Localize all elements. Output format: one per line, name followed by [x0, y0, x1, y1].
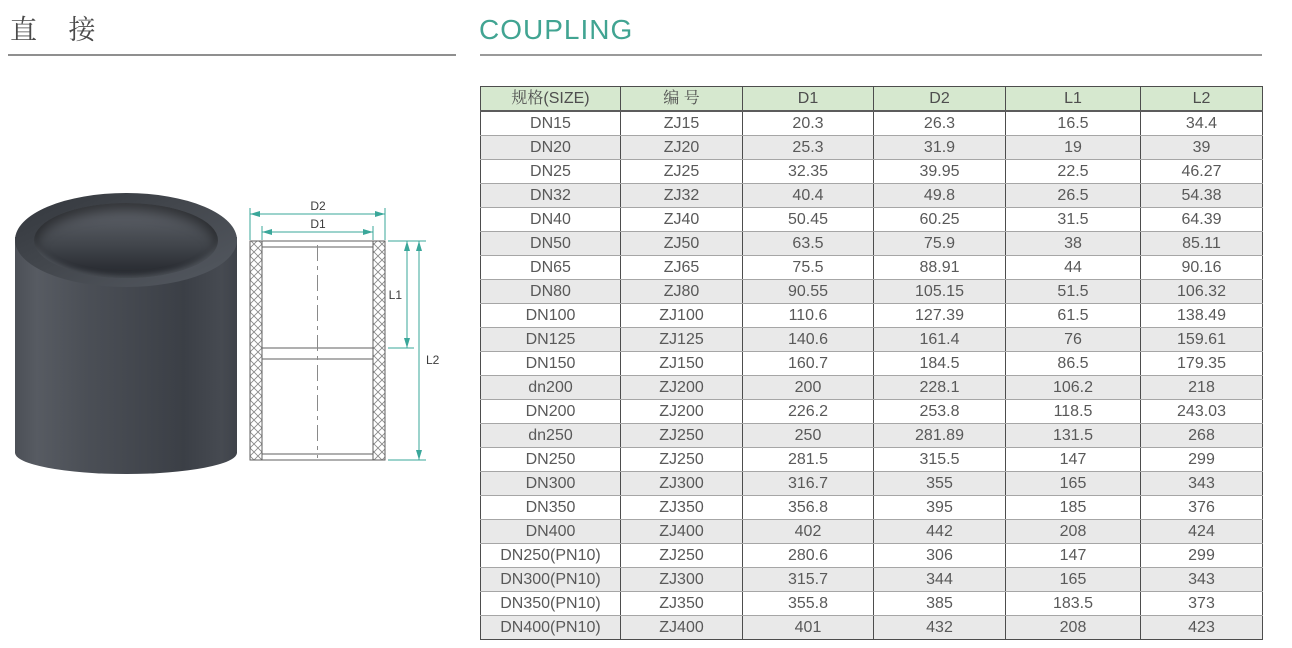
- table-cell: ZJ300: [621, 472, 743, 496]
- table-cell: 424: [1141, 520, 1263, 544]
- table-cell: ZJ80: [621, 280, 743, 304]
- table-cell: 179.35: [1141, 352, 1263, 376]
- table-cell: 401: [743, 616, 874, 640]
- table-cell: 343: [1141, 568, 1263, 592]
- table-cell: DN100: [481, 304, 621, 328]
- table-cell: 355.8: [743, 592, 874, 616]
- table-cell: ZJ40: [621, 208, 743, 232]
- table-cell: 185: [1006, 496, 1141, 520]
- table-cell: 106.2: [1006, 376, 1141, 400]
- table-cell: DN80: [481, 280, 621, 304]
- table-cell: 38: [1006, 232, 1141, 256]
- title-underline-right: [480, 54, 1262, 56]
- table-cell: ZJ300: [621, 568, 743, 592]
- dim-label-l1: L1: [388, 288, 402, 302]
- table-row: [481, 111, 1263, 136]
- table-cell: 423: [1141, 616, 1263, 640]
- table-cell: 22.5: [1006, 160, 1141, 184]
- table-cell: 39.95: [874, 160, 1006, 184]
- table-cell: DN350: [481, 496, 621, 520]
- table-cell: DN150: [481, 352, 621, 376]
- table-row: [481, 280, 1263, 304]
- table-row: [481, 352, 1263, 376]
- column-header: 编 号: [621, 87, 743, 112]
- table-row: [481, 496, 1263, 520]
- table-cell: 315.7: [743, 568, 874, 592]
- table-cell: 34.4: [1141, 111, 1263, 136]
- table-cell: dn200: [481, 376, 621, 400]
- table-cell: 90.16: [1141, 256, 1263, 280]
- table-cell: 147: [1006, 544, 1141, 568]
- table-row: [481, 208, 1263, 232]
- table-cell: 165: [1006, 568, 1141, 592]
- dimension-lines: [250, 208, 426, 460]
- table-cell: 208: [1006, 520, 1141, 544]
- table-cell: 442: [874, 520, 1006, 544]
- page-title-english: COUPLING: [479, 14, 634, 45]
- table-row: [481, 184, 1263, 208]
- table-cell: DN250: [481, 448, 621, 472]
- table-row: [481, 160, 1263, 184]
- table-cell: 60.25: [874, 208, 1006, 232]
- table-row: [481, 592, 1263, 616]
- table-cell: ZJ65: [621, 256, 743, 280]
- table-cell: DN50: [481, 232, 621, 256]
- table-cell: 228.1: [874, 376, 1006, 400]
- coupling-bore-opening: [34, 203, 218, 278]
- table-cell: DN250(PN10): [481, 544, 621, 568]
- table-cell: 299: [1141, 544, 1263, 568]
- spec-table-header: [481, 87, 1263, 112]
- column-header: D1: [743, 87, 874, 112]
- table-row: [481, 616, 1263, 640]
- table-cell: 105.15: [874, 280, 1006, 304]
- table-cell: dn250: [481, 424, 621, 448]
- table-cell: 75.5: [743, 256, 874, 280]
- table-cell: 218: [1141, 376, 1263, 400]
- table-cell: 26.5: [1006, 184, 1141, 208]
- table-cell: 356.8: [743, 496, 874, 520]
- table-cell: ZJ250: [621, 544, 743, 568]
- table-cell: 118.5: [1006, 400, 1141, 424]
- spec-table: [480, 86, 1263, 640]
- table-cell: 373: [1141, 592, 1263, 616]
- table-row: [481, 400, 1263, 424]
- table-cell: 208: [1006, 616, 1141, 640]
- table-cell: 161.4: [874, 328, 1006, 352]
- table-cell: 44: [1006, 256, 1141, 280]
- table-cell: ZJ250: [621, 448, 743, 472]
- table-row: [481, 520, 1263, 544]
- table-row: [481, 328, 1263, 352]
- table-cell: ZJ400: [621, 520, 743, 544]
- table-cell: ZJ400: [621, 616, 743, 640]
- table-row: [481, 568, 1263, 592]
- table-cell: 86.5: [1006, 352, 1141, 376]
- table-cell: ZJ200: [621, 376, 743, 400]
- table-cell: ZJ15: [621, 111, 743, 136]
- table-cell: 31.9: [874, 136, 1006, 160]
- technical-drawing: [242, 192, 442, 482]
- wall-left-hatch: [250, 241, 262, 460]
- product-photo-coupling: [15, 193, 237, 476]
- table-cell: DN400: [481, 520, 621, 544]
- table-cell: ZJ200: [621, 400, 743, 424]
- table-cell: 315.5: [874, 448, 1006, 472]
- table-row: [481, 472, 1263, 496]
- table-cell: 159.61: [1141, 328, 1263, 352]
- table-cell: ZJ250: [621, 424, 743, 448]
- table-cell: ZJ50: [621, 232, 743, 256]
- table-cell: 184.5: [874, 352, 1006, 376]
- table-cell: 200: [743, 376, 874, 400]
- column-header: L1: [1006, 87, 1141, 112]
- table-cell: 75.9: [874, 232, 1006, 256]
- table-cell: DN200: [481, 400, 621, 424]
- title-underline-left: [8, 54, 456, 56]
- table-row: [481, 424, 1263, 448]
- table-cell: 165: [1006, 472, 1141, 496]
- table-cell: 131.5: [1006, 424, 1141, 448]
- table-cell: DN25: [481, 160, 621, 184]
- table-row: [481, 448, 1263, 472]
- table-cell: 88.91: [874, 256, 1006, 280]
- table-cell: 432: [874, 616, 1006, 640]
- table-cell: 46.27: [1141, 160, 1263, 184]
- spec-table-body: [481, 111, 1263, 640]
- page-title-chinese: 直 接: [10, 15, 108, 45]
- table-cell: 110.6: [743, 304, 874, 328]
- table-cell: DN300(PN10): [481, 568, 621, 592]
- table-cell: 49.8: [874, 184, 1006, 208]
- table-cell: ZJ350: [621, 496, 743, 520]
- table-cell: DN32: [481, 184, 621, 208]
- table-cell: 20.3: [743, 111, 874, 136]
- table-cell: 50.45: [743, 208, 874, 232]
- table-cell: 127.39: [874, 304, 1006, 328]
- table-cell: 16.5: [1006, 111, 1141, 136]
- table-cell: DN40: [481, 208, 621, 232]
- table-cell: 402: [743, 520, 874, 544]
- table-cell: 19: [1006, 136, 1141, 160]
- table-cell: DN400(PN10): [481, 616, 621, 640]
- table-cell: DN20: [481, 136, 621, 160]
- table-cell: 32.35: [743, 160, 874, 184]
- dim-label-d2: D2: [310, 199, 326, 213]
- table-row: [481, 136, 1263, 160]
- table-cell: 51.5: [1006, 280, 1141, 304]
- coupling-section-drawing: [242, 192, 442, 482]
- table-row: [481, 304, 1263, 328]
- table-cell: 250: [743, 424, 874, 448]
- table-cell: 395: [874, 496, 1006, 520]
- table-cell: 268: [1141, 424, 1263, 448]
- table-cell: 63.5: [743, 232, 874, 256]
- table-cell: 76: [1006, 328, 1141, 352]
- table-cell: 31.5: [1006, 208, 1141, 232]
- table-cell: 138.49: [1141, 304, 1263, 328]
- table-cell: 160.7: [743, 352, 874, 376]
- table-row: [481, 256, 1263, 280]
- dim-label-d1: D1: [310, 217, 326, 231]
- header-row: [481, 87, 1263, 112]
- table-cell: 316.7: [743, 472, 874, 496]
- table-cell: ZJ125: [621, 328, 743, 352]
- table-cell: 85.11: [1141, 232, 1263, 256]
- column-header: L2: [1141, 87, 1263, 112]
- table-cell: 40.4: [743, 184, 874, 208]
- table-cell: 106.32: [1141, 280, 1263, 304]
- wall-right-hatch: [373, 241, 385, 460]
- table-cell: 253.8: [874, 400, 1006, 424]
- table-cell: DN350(PN10): [481, 592, 621, 616]
- table-cell: 243.03: [1141, 400, 1263, 424]
- table-cell: 343: [1141, 472, 1263, 496]
- table-cell: 61.5: [1006, 304, 1141, 328]
- table-cell: DN15: [481, 111, 621, 136]
- column-header: D2: [874, 87, 1006, 112]
- dim-label-l2: L2: [426, 353, 440, 367]
- table-cell: 376: [1141, 496, 1263, 520]
- table-cell: DN300: [481, 472, 621, 496]
- table-cell: ZJ100: [621, 304, 743, 328]
- table-cell: 140.6: [743, 328, 874, 352]
- table-cell: ZJ25: [621, 160, 743, 184]
- table-row: [481, 376, 1263, 400]
- table-cell: 299: [1141, 448, 1263, 472]
- table-cell: 355: [874, 472, 1006, 496]
- table-cell: 280.6: [743, 544, 874, 568]
- table-cell: 147: [1006, 448, 1141, 472]
- table-cell: 385: [874, 592, 1006, 616]
- table-cell: 39: [1141, 136, 1263, 160]
- table-cell: 226.2: [743, 400, 874, 424]
- table-cell: ZJ20: [621, 136, 743, 160]
- table-cell: 54.38: [1141, 184, 1263, 208]
- table-cell: 90.55: [743, 280, 874, 304]
- table-cell: DN125: [481, 328, 621, 352]
- table-cell: ZJ150: [621, 352, 743, 376]
- table-cell: 25.3: [743, 136, 874, 160]
- table-cell: 306: [874, 544, 1006, 568]
- table-cell: 26.3: [874, 111, 1006, 136]
- table-cell: 183.5: [1006, 592, 1141, 616]
- table-cell: 281.89: [874, 424, 1006, 448]
- table-row: [481, 232, 1263, 256]
- table-row: [481, 544, 1263, 568]
- table-cell: ZJ32: [621, 184, 743, 208]
- table-cell: ZJ350: [621, 592, 743, 616]
- table-cell: 281.5: [743, 448, 874, 472]
- table-cell: DN65: [481, 256, 621, 280]
- column-header: 规格(SIZE): [481, 87, 621, 112]
- table-cell: 64.39: [1141, 208, 1263, 232]
- table-cell: 344: [874, 568, 1006, 592]
